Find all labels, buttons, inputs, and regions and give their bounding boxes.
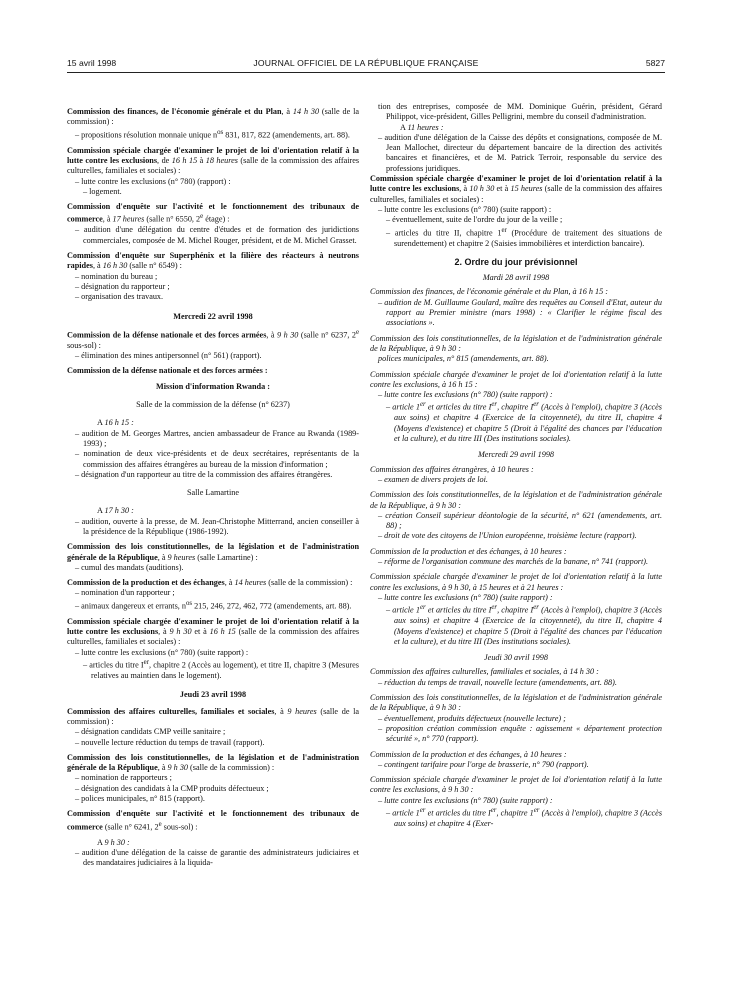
agenda-item: – cumul des mandats (auditions). [75,562,184,572]
agenda-item: – organisation des travaux. [75,292,164,302]
agenda-item: – lutte contre les exclusions (n° 780) (suite rapport) : [75,647,249,657]
agenda-item: – nomination d'un rapporteur ; [75,588,175,598]
agenda-item: – nomination de rapporteurs ; [75,773,172,783]
issue-date: 15 avril 1998 [67,58,117,68]
agenda-item: – audition de M. Georges Martres, ancien ambassadeur de France au Rwanda (1989-1993) ; [75,428,359,448]
section-heading: 2. Ordre du jour prévisionnel [454,256,578,267]
agenda-item: – réforme de l'organisation commune des marchés de la banane, n° 741 (rapport). [378,557,649,567]
left-column [67,102,359,869]
agenda-item: – audition, ouverte à la presse, de M. Jean-Christophe Mitterrand, ancien conseiller à la présidence de la République (1986-1992). [75,516,359,536]
paragraph: Commission d'enquête sur l'activité et le fonctionnement des tribunaux de commerce, à 17 heures (salle n° 6550, 2e étage) : [67,202,359,225]
agenda-item: tion des entreprises, composée de MM. Dominique Guérin, président, Gérard Philippot, vice-président, Gilles Pelligrini, membre du conseil d'administration. [378,102,662,122]
agenda-item: – propositions résolution monnaie unique $n^{os}$ 831, 817, 822 (amendements, art. 88). [75,128,350,140]
paragraph: Commission des lois constitutionnelles, de la législation et de l'administration générale de la République, à 9 heures (salle Lamartine) : [67,542,359,562]
agenda-item: – éventuellement, suite de l'ordre du jour de la veille ; [386,215,563,225]
paragraph: Commission de la défense nationale et des forces armées, à 9 h 30 (salle n° 6237, 2e sous-sol) : [67,328,359,350]
right-column [370,102,662,829]
paragraph: Commission des affaires culturelles, familiales et sociales, à 14 h 30 : [370,667,599,677]
agenda-item: – réduction du temps de travail, nouvelle lecture (amendements, art. 88). [378,677,617,687]
paragraph: Commission spéciale chargée d'examiner le projet de loi d'orientation relatif à la lutte contre les exclusions, à 9 h 30, à 15 heures et à 21 heures : [370,572,662,592]
header-rule [67,72,665,73]
paragraph: Commission des affaires culturelles, familiales et sociales, à 9 heures (salle de la commission) : [67,706,360,726]
provisional-date-heading: Mardi 28 avril 1998 [482,273,550,283]
agenda-item: – désignation des candidats à la CMP produits défectueux ; [75,783,269,793]
paragraph: Commission spéciale chargée d'examiner le projet de loi d'orientation relatif à la lutte contre les exclusions, à 9 h 30 et à 16 h 15 (salle de la commission des affaires culturelles, familiales et sociales) : [67,616,360,647]
agenda-item: – nomination du bureau ; [75,271,158,281]
provisional-date-heading: Jeudi 30 avril 1998 [484,653,548,663]
agenda-item: – droit de vote des citoyens de l'Union européenne, troisième lecture (rapport). [378,531,637,541]
agenda-item: – désignation candidats CMP veille sanitaire ; [75,727,226,737]
paragraph: Commission d'enquête sur Superphénix et la filière des réacteurs à neutrons rapides, à 16 h 30 (salle n° 6549) : [67,251,359,271]
agenda-item: – audition d'une délégation de la caisse de garantie des administrateurs judiciaires et des mandataires judiciaires à la liquida- [75,847,359,868]
journal-title: JOURNAL OFFICIEL DE LA RÉPUBLIQUE FRANÇAISE [253,58,479,68]
agenda-item: – lutte contre les exclusions (n° 780) (suite rapport) : [378,795,553,805]
paragraph: Salle Lamartine [186,488,240,498]
paragraph: Commission des affaires étrangères, à 10 heures : [370,464,534,474]
paragraph: A 16 h 15 : [97,418,134,428]
paragraph: A 9 h 30 : [97,837,130,847]
agenda-item: – lutte contre les exclusions (n° 780) (rapport) : [75,176,231,186]
agenda-item: – audition de M. Guillaume Goulard, maître des requêtes au Conseil d'Etat, auteur du rapport au Premier ministre (mars 1998) : « Clarifier le régime fiscal des associations ». [378,297,662,328]
session-date-heading: Mercredi 22 avril 1998 [173,311,253,321]
provisional-date-heading: Mercredi 29 avril 1998 [477,450,555,460]
agenda-item: – articles du titre II, chapitre 1er (Procédure de traitement des situations de surendettement) et chapitre 2 (Saisies immobilières et interdiction bancaire). [386,226,662,248]
page-header [67,58,665,70]
paragraph: Commission des lois constitutionnelles, de la législation et de l'administration générale de la République, à 9 h 30 (salle de la commission) : [67,752,359,773]
paragraph: Commission des finances, de l'économie générale et du Plan, à 14 h 30 (salle de la commission) : [67,107,359,127]
agenda-item: – lutte contre les exclusions (n° 780) (suite rapport) : [378,592,553,602]
paragraph: Commission spéciale chargée d'examiner le projet de loi d'orientation relatif à la lutte contre les exclusions, à 16 h 15 : [370,369,662,389]
agenda-item: – désignation d'un rapporteur au titre de la commission des affaires étrangères. [75,469,333,479]
agenda-item: – création Conseil supérieur déontologie de la sécurité, n° 621 (amendements, art. 88) ; [378,510,662,531]
agenda-item: – désignation du rapporteur ; [75,281,170,291]
agenda-item: – proposition création commission enquête : agissement « département protection sécurité », n° 770 (rapport). [378,723,662,744]
paragraph: Commission spéciale chargée d'examiner le projet de loi d'orientation relatif à la lutte contre les exclusions, à 10 h 30 et à 15 heures (salle de la commission des affaires culturelles, familiales et sociales) : [370,174,663,204]
paragraph: Commission spéciale chargée d'examiner le projet de loi d'orientation relatif à la lutte contre les exclusions, de 16 h 15 à 18 heures (salle de la commission des affaires culturelles, familiales et sociales) : [67,145,360,176]
paragraph: Commission des finances, de l'économie générale et du Plan, à 16 h 15 : [370,287,609,297]
paragraph: Commission de la production et des échanges, à 14 heures (salle de la commission) : [67,578,353,588]
agenda-item: – article 1er et articles du titre Ier, chapitre 1er (Accès à l'emploi), chapitre 3 (Accès aux soins) et chapitre 4 (Exer- [386,807,662,829]
paragraph: Commission des lois constitutionnelles, de la législation et de l'administration générale de la République, à 9 h 30 : [370,333,662,353]
agenda-item: – élimination des mines antipersonnel (n° 561) (rapport). [75,351,262,361]
agenda-item: – article 1er et articles du titre Ier, chapitre Ier (Accès à l'emploi), chapitre 3 (Accès aux soins) et chapitre 4 (Exercice de la citoyenneté), du titre II, chapitre 4 (Moyens d'existence) et chapitre 5 (Droit à l'égalité des chances par l'éducation et la culture), et du titre III (Des institutions sociales). [386,604,662,646]
agenda-item: – contingent tarifaire pour l'orge de brasserie, n° 790 (rapport). [378,759,589,769]
paragraph: Commission de la défense nationale et des forces armées : [67,366,268,376]
agenda-item: – lutte contre les exclusions (n° 780) (suite rapport) : [378,390,553,400]
agenda-item: – nouvelle lecture réduction du temps de travail (rapport). [75,737,265,747]
paragraph: Salle de la commission de la défense (n° 6237) [136,400,290,410]
page-number: 5827 [645,58,665,68]
agenda-item: – nomination de deux vice-présidents et de deux secrétaires, représentants de la commission des affaires étrangères au bureau de la mission d'information ; [75,449,359,469]
paragraph: Commission spéciale chargée d'examiner le projet de loi d'orientation relatif à la lutte contre les exclusions, à 9 h 30 : [370,775,662,795]
agenda-item: – audition d'une délégation du centre d'études et de formation des juridictions commerciales, composée de M. Michel Rouger, président, et de M. Michel Grasset. [75,225,359,245]
session-date-heading: Jeudi 23 avril 1998 [179,690,247,700]
paragraph: Mission d'information Rwanda : [156,381,270,391]
agenda-item: – audition d'une délégation de la Caisse des dépôts et consignations, composée de M. Jean Mallochet, directeur du département bancaire de la direction des activités bancaires et financières, et de M. Patrick Terroir, responsable du service des professions juridiques. [378,132,662,173]
agenda-item: – examen de divers projets de loi. [378,474,488,484]
paragraph: Commission de la production et des échanges, à 10 heures : [370,749,567,759]
paragraph: A 17 h 30 : [97,506,134,516]
agenda-item: – logement. [83,186,122,196]
paragraph: Commission des lois constitutionnelles, de la législation et de l'administration générale de la République, à 9 h 30 : [370,490,662,510]
agenda-item: – animaux dangereux et errants, $n^{os}$ 215, 246, 272, 462, 772 (amendements, art. 88). [75,599,352,611]
agenda-item: – lutte contre les exclusions (n° 780) (suite rapport) : [378,204,552,214]
paragraph: A 11 heures : [400,122,444,132]
agenda-item: – articles du titre Ier, chapitre 2 (Accès au logement), et titre II, chapitre 3 (Mesures relatives au maintien dans le logement). [83,659,359,681]
agenda-item: – article 1er et articles du titre Ier, chapitre Ier (Accès à l'emploi), chapitre 3 (Accès aux soins) et chapitre 4 (Exercice de la citoyenneté), du titre II, chapitre 4 (Moyens d'existence) et chapitre 5 (Droit à l'égalité des chances par l'éducation et la culture), et du titre III (Des institutions sociales). [386,401,662,444]
agenda-item: polices municipales, n° 815 (amendements, art. 88). [378,354,549,364]
paragraph: Commission d'enquête sur l'activité et le fonctionnement des tribunaux de commerce (salle n° 6241, 2e sous-sol) : [67,809,359,832]
agenda-item: – éventuellement, produits défectueux (nouvelle lecture) ; [378,713,566,723]
agenda-item: – polices municipales, n° 815 (rapport). [75,794,205,803]
paragraph: Commission de la production et des échanges, à 10 heures : [370,546,567,556]
paragraph: Commission des lois constitutionnelles, de la législation et de l'administration générale de la République, à 9 h 30 : [370,693,662,713]
